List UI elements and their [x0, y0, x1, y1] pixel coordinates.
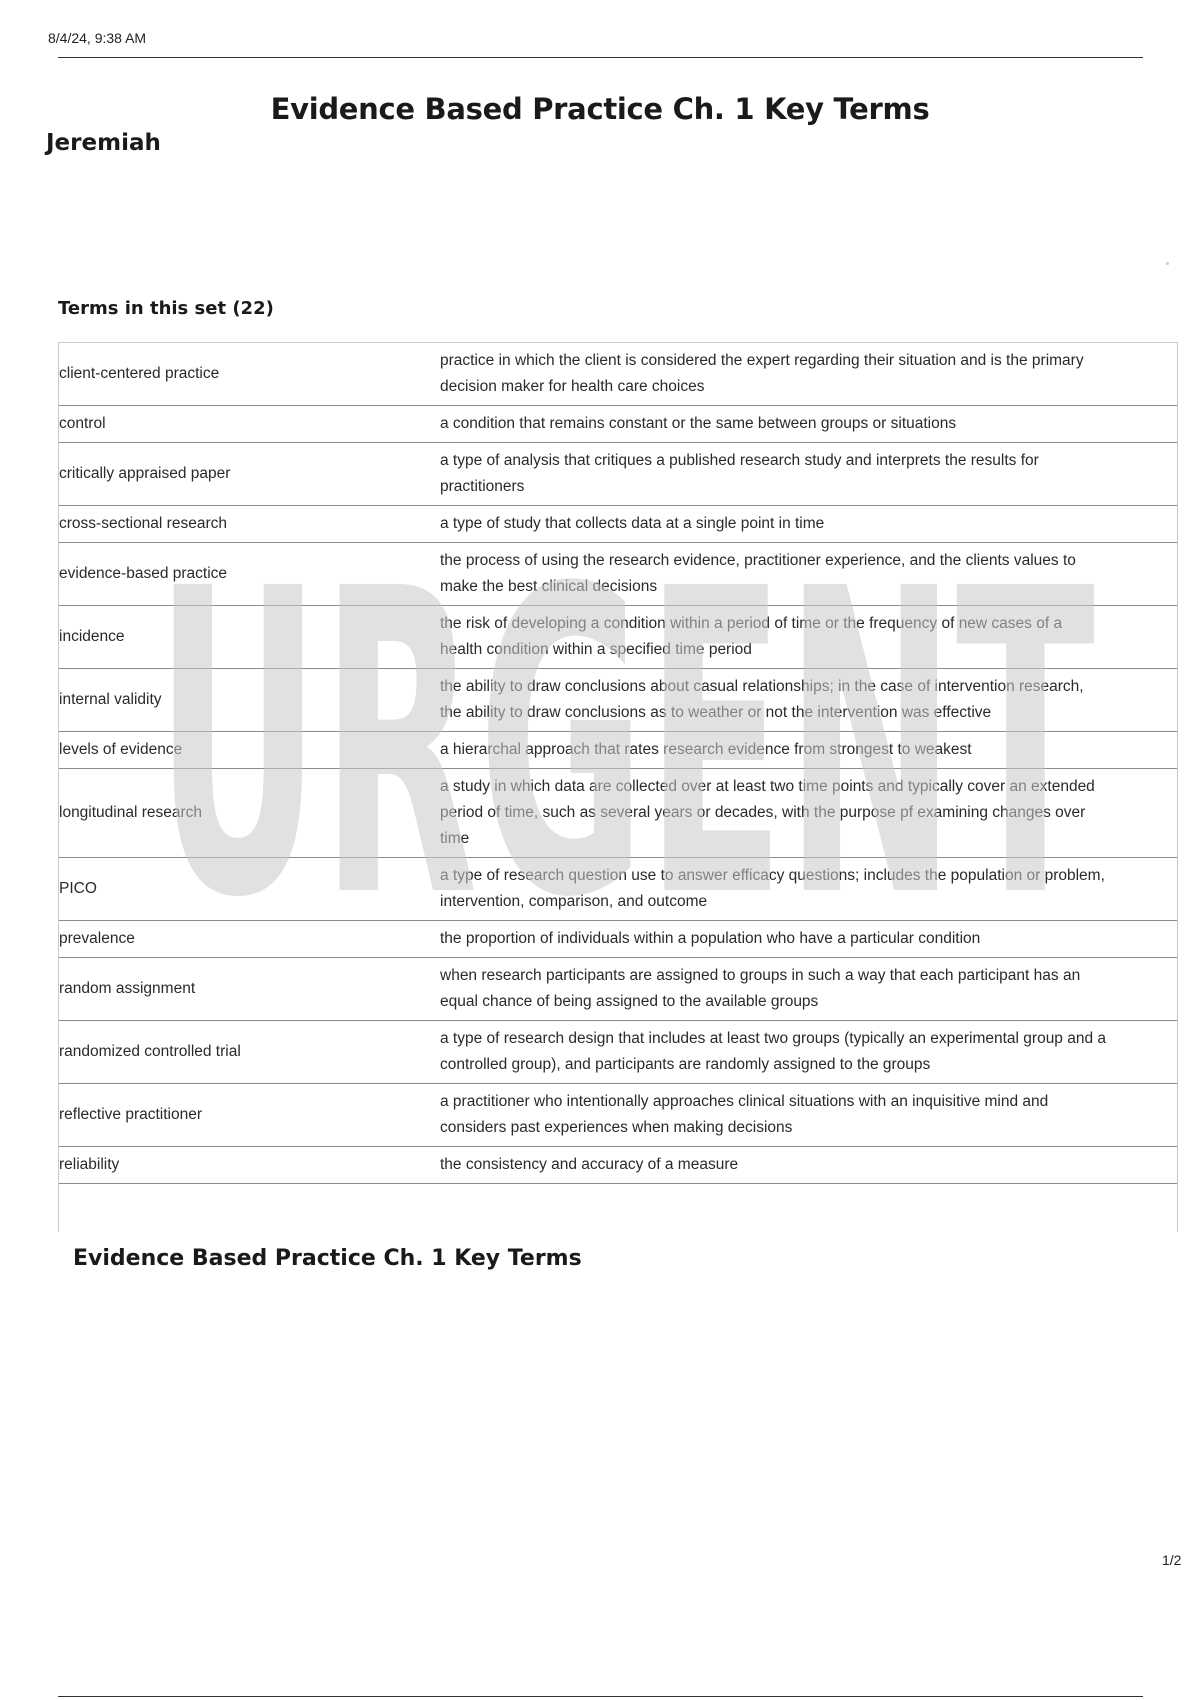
footer-divider [58, 1696, 1143, 1697]
table-row [59, 343, 1177, 406]
definition-cell: the risk of developing a condition within a period of time or the frequency of new cases of a health condition within a specified time period [440, 606, 1177, 669]
term-cell: critically appraised paper [59, 443, 440, 506]
table-row [59, 506, 1177, 543]
term-cell: cross-sectional research [59, 506, 440, 543]
term-cell: PICO [59, 858, 440, 921]
definition-cell: the process of using the research evidence, practitioner experience, and the clients values to make the best clinical decisions [440, 543, 1177, 606]
definition-cell: a type of research design that includes at least two groups (typically an experimental group and a controlled group), and participants are randomly assigned to the groups [440, 1021, 1177, 1084]
terms-count-label: Terms in this set (22) [58, 298, 274, 319]
table-row [59, 858, 1177, 921]
page-number: 1/2 [1162, 1552, 1182, 1568]
author-name: Jeremiah [46, 130, 161, 156]
definition-cell: the proportion of individuals within a population who have a particular condition [440, 921, 1177, 958]
definition-cell: the ability to draw conclusions about casual relationships; in the case of intervention research, the ability to draw conclusions as to weather or not the intervention was effective [440, 669, 1177, 732]
terms-table [59, 342, 1177, 1184]
footer-title: Evidence Based Practice Ch. 1 Key Terms [73, 1246, 582, 1271]
print-datetime: 8/4/24, 9:38 AM [48, 30, 147, 46]
term-cell: client-centered practice [59, 343, 440, 406]
definition-cell: a type of study that collects data at a single point in time [440, 506, 1177, 543]
table-row [59, 1084, 1177, 1147]
table-row [59, 669, 1177, 732]
term-cell: incidence [59, 606, 440, 669]
term-cell: longitudinal research [59, 769, 440, 858]
table-row [59, 443, 1177, 506]
definition-cell: a condition that remains constant or the same between groups or situations [440, 406, 1177, 443]
definition-cell: a practitioner who intentionally approaches clinical situations with an inquisitive mind and considers past experiences when making decisions [440, 1084, 1177, 1147]
term-cell: internal validity [59, 669, 440, 732]
term-cell: random assignment [59, 958, 440, 1021]
decorative-dot [1166, 262, 1169, 265]
definition-cell: a type of research question use to answer efficacy questions; includes the population or problem, intervention, comparison, and outcome [440, 858, 1177, 921]
term-cell: control [59, 406, 440, 443]
terms-table-container [58, 342, 1178, 1232]
term-cell: randomized controlled trial [59, 1021, 440, 1084]
header-divider [58, 57, 1143, 58]
table-row [59, 1021, 1177, 1084]
table-row [59, 406, 1177, 443]
definition-cell: a study in which data are collected over at least two time points and typically cover an extended period of time, such as several years or decades, with the purpose pf examining changes over time [440, 769, 1177, 858]
definition-cell: a type of analysis that critiques a published research study and interprets the results for practitioners [440, 443, 1177, 506]
table-row [59, 606, 1177, 669]
table-row [59, 543, 1177, 606]
definition-cell: practice in which the client is considered the expert regarding their situation and is the primary decision maker for health care choices [440, 343, 1177, 406]
definition-cell: the consistency and accuracy of a measure [440, 1147, 1177, 1184]
term-cell: reflective practitioner [59, 1084, 440, 1147]
table-row [59, 769, 1177, 858]
document-title: Evidence Based Practice Ch. 1 Key Terms [270, 92, 930, 126]
definition-cell: a hierarchal approach that rates research evidence from strongest to weakest [440, 732, 1177, 769]
terms-table-body [59, 343, 1177, 1184]
term-cell: reliability [59, 1147, 440, 1184]
table-row [59, 958, 1177, 1021]
table-row [59, 921, 1177, 958]
term-cell: evidence-based practice [59, 543, 440, 606]
term-cell: levels of evidence [59, 732, 440, 769]
term-cell: prevalence [59, 921, 440, 958]
definition-cell: when research participants are assigned to groups in such a way that each participant has an equal chance of being assigned to the available groups [440, 958, 1177, 1021]
table-row [59, 732, 1177, 769]
table-row [59, 1147, 1177, 1184]
watermark-text: URGENT [155, 560, 1097, 960]
